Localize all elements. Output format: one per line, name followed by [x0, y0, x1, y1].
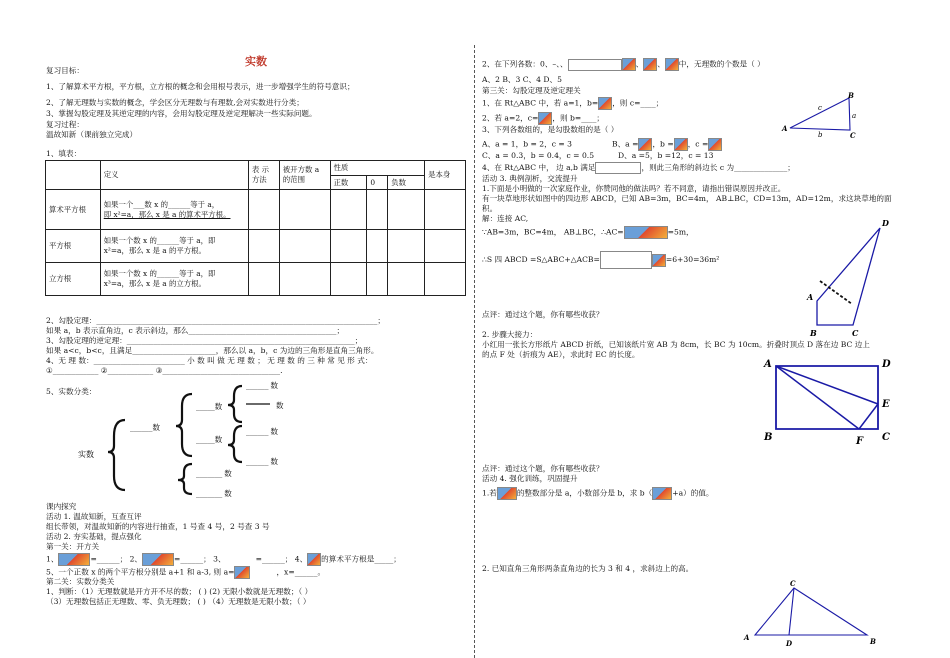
svg-text:_______数: _______ 数: [196, 489, 232, 498]
solution-2: ∵AB=3m，BC=4m， AB⊥BC，∴AC= =5m，: [482, 226, 694, 239]
formula-image: [307, 553, 321, 566]
step-relay-heading: 2. 步骤大接力：: [482, 330, 538, 339]
formula-image: [497, 487, 517, 500]
rectangle-fold-figure: [758, 356, 906, 448]
svg-text:______数: ______ 数: [246, 427, 278, 436]
q4-forms: ①____________ ②____________ ③_______________________________.: [46, 366, 283, 375]
formula-image: [598, 97, 612, 110]
header-negative: 负数: [388, 176, 425, 190]
vertex-label: B: [848, 91, 854, 100]
tree-root-label: 实数: [78, 450, 94, 459]
formula-image: [652, 254, 666, 267]
q2-pythagoras-formula: 如果 a，b 表示直角边，c 表示斜边，那么_______________________________________；: [46, 326, 345, 335]
root-exercise-5: 5、一个正数 x 的两个平方根分别是 a+1 和 a-3, 则 a= ，x=______。: [46, 566, 325, 579]
row-def-line2: 即 x²=a，那么 x 是 a 的算术平方根。: [103, 209, 231, 219]
activity-2: 活动 2. 夯实基础，提点强化: [46, 532, 142, 541]
formula-image: [234, 566, 250, 579]
vertex-label: B: [870, 637, 876, 646]
vertex-label: C: [850, 131, 856, 140]
activity-1: 活动 1. 温故知新，互查互评: [46, 512, 142, 521]
row-def-line1: 如果一个数 x 的______等于 a，即: [103, 269, 216, 278]
q2-numbers: 2、在下列各数：0、–、、 、 、 中，无理数的个数是（ ）: [482, 58, 765, 71]
vertex-label: C: [790, 579, 796, 588]
comment-1: 点评：通过这个题，你有哪些收获？: [482, 310, 604, 319]
q2-options: A、2 B、3 C、4 D、5: [482, 75, 562, 84]
column-divider: [474, 45, 475, 658]
row-name: 算术平方根: [46, 190, 101, 230]
header-zero: 0: [367, 176, 388, 190]
pass-1-heading: 第一关：开方关: [46, 542, 100, 551]
goal-2: 2、了解无理数与实数的概念，学会区分无理数与有理数,会对实数进行分类；: [46, 98, 304, 107]
vertex-label: B: [810, 328, 817, 338]
tree-label: 数: [276, 401, 284, 410]
formula-image: [674, 138, 688, 151]
quadrilateral-figure: [800, 216, 900, 341]
svg-text:_____数: _____数: [196, 435, 223, 444]
q5-classification-heading: 5、实数分类：: [46, 387, 97, 396]
q4-irrational: 4、无 理 数：________________________ 小 数 叫 做 无 理 数 ； 无 理 数 的 三 种 常 见 形 式：: [46, 356, 373, 365]
goal-3: 3、掌握勾股定理及其逆定理的内容，会用勾股定理及逆定理解决一些实际问题。: [46, 109, 317, 118]
svg-text:_____数: _____数: [196, 402, 223, 411]
step-relay-desc: 小红用一张长方形纸片 ABCD 折纸，已知该纸片宽 AB 为 8cm，长 BC 为 10cm。折叠时顶点 D 落在边 BC 边上: [482, 340, 870, 349]
goal-1: 1、了解算术平方根，平方根，立方根的概念和会用根号表示，进一步增强学生的符号意识；: [46, 82, 355, 91]
concept-table: [45, 160, 466, 296]
table-row: [46, 190, 466, 230]
judge-line-2: （3）无理数包括正无理数、零、负无理数； ( ) （4）无理数是无限小数；（ ）: [46, 597, 311, 606]
svg-text:______数: ______ 数: [246, 381, 278, 390]
formula-image: [624, 226, 668, 239]
example-1-desc: 有一块草地形状如图中的四边形 ABCD，已知 AB=3m，BC=4m， AB⊥BC，CD=13m，AD=12m，求这块草地的面: [482, 194, 892, 203]
right-triangle-figure: [780, 90, 860, 142]
header-notation: 表 示方法: [248, 161, 279, 190]
formula-image: [58, 553, 90, 566]
vertex-label: D: [882, 218, 889, 228]
example-1-desc-end: 积。: [482, 204, 498, 213]
pyth-q3-cd: C、a = 0.3，b = 0.4，c = 0.5 D、a =5，b =12，c = 13: [482, 151, 714, 160]
warmup-heading: 温故知新（课前独立完成）: [46, 130, 138, 139]
real-number-tree: [70, 378, 330, 500]
tree-label: 数: [214, 435, 223, 444]
activity-1-desc: 组长带领，对温故知新的内容进行抽查，1 号查 4 号，2 号查 3 号: [46, 522, 270, 531]
process-heading: 复习过程：: [46, 120, 84, 129]
formula-image: [538, 112, 552, 125]
header-range: 被开方数 a 的范围: [279, 161, 330, 190]
fill-table-heading: 1、填表：: [46, 149, 82, 158]
side-label: c: [818, 104, 822, 112]
formula-image: [622, 58, 636, 71]
q3-converse-condition: 如果 a<c，b<c，且满足______________________，那么以 a，b，c 为边的三角形是直角三角形。: [46, 346, 379, 355]
root-exercises: 1、 =______； 2、 =______； 3、 =______； 4、 的算术平方根是_____；: [46, 553, 401, 566]
pyth-q3-ab: A、a = 1，b = 2，c = 3 B、a = ，b = ，c =: [482, 138, 722, 151]
q3-converse: 3、勾股定理的逆定理：____________________________________________________________；: [46, 336, 363, 345]
vertex-label: B: [764, 432, 773, 443]
side-label: b: [818, 131, 823, 139]
solution-3: ∴S 四 ABCD =S△ABC+△ACB= =6+30=36m²: [482, 251, 719, 269]
vertex-label: C: [852, 328, 859, 338]
tree-label: 数: [270, 381, 278, 390]
row-name: 平方根: [46, 230, 101, 263]
pyth-q3: 3、下列各数组的，是勾股数组的是（ ）: [482, 125, 619, 134]
pyth-q4: 4、在 Rt△ABC 中， 边 a,b 满足 ，则此三角形的斜边长 c 为______________；: [482, 163, 795, 172]
formula-image: [652, 487, 672, 500]
vertex-label: F: [856, 436, 864, 447]
goal-heading: 复习目标：: [46, 66, 84, 75]
comment-2: 点评：通过这个题，你有哪些收获？: [482, 464, 604, 473]
tree-label: 数: [152, 423, 160, 432]
page-title: 实数: [245, 55, 267, 68]
row-def-line2: x²=a，那么 x 是 a 的平方根。: [103, 246, 206, 255]
vertex-label: A: [744, 633, 750, 642]
training-q2: 2. 已知直角三角形两条直角边的长为 3 和 4 ，求斜边上的高。: [482, 564, 694, 573]
row-name: 立方根: [46, 263, 101, 296]
example-1: 1.下面是小明做的一次家庭作业，你赞同他的做法吗？若不同意，请指出错误原因并改正。: [482, 184, 786, 193]
formula-image: [142, 553, 174, 566]
vertex-label: C: [882, 432, 890, 443]
inclass-heading: 课内探究: [46, 502, 77, 511]
pyth-q1: 1、在 Rt△ABC 中，若 a=1，b= ，则 c=____；: [482, 97, 663, 110]
header-definition: 定义: [100, 161, 248, 190]
tree-label: 数: [224, 489, 232, 498]
table-row: [46, 230, 466, 263]
formula-image: [665, 58, 679, 71]
judge-line-1: 1、判断：（1）无理数就是开方开不尽的数； ( ) (2) 无限小数就是无理数；（ ）: [46, 587, 313, 596]
vertex-label: E: [882, 399, 890, 410]
formula-image: [708, 138, 722, 151]
step-relay-desc-2: 的点 F 处（折痕为 AE），求此时 EC 的长度。: [482, 350, 640, 359]
vertex-label: D: [882, 359, 891, 370]
side-label: a: [852, 112, 857, 120]
solution-1: 解：连接 AC,: [482, 214, 529, 223]
altitude-triangle-figure: [740, 578, 880, 654]
vertex-label: A: [764, 359, 772, 370]
pyth-q2: 2、若 a=2，c= ，则 b=____；: [482, 112, 604, 125]
row-def-line2: x³=a，那么 x 是 a 的立方根。: [103, 279, 206, 288]
tree-label: 数: [214, 402, 223, 411]
header-property: 性质: [330, 161, 425, 176]
pass-3-heading: 第三关：勾股定理及逆定理关: [482, 86, 581, 95]
formula-image: [638, 138, 652, 151]
tree-label: 数: [270, 427, 278, 436]
activity-3: 活动 3. 典例剖析，交流提升: [482, 174, 578, 183]
header-positive: 正数: [330, 176, 367, 190]
vertex-label: A: [782, 124, 788, 133]
row-def-line1: 如果一个数 x 的______等于 a，即: [103, 236, 216, 245]
pass-2-heading: 第二关：实数分类关: [46, 577, 115, 586]
activity-4: 活动 4. 强化训练，巩固提升: [482, 474, 578, 483]
svg-text:______数: ______数: [130, 423, 160, 432]
header-self: 是本身: [425, 161, 466, 190]
svg-text:_______数: _______ 数: [196, 469, 232, 478]
tree-label: 数: [224, 469, 232, 478]
vertex-label: D: [786, 639, 793, 648]
row-def-line1: 如果一个___数 x 的______等于 a，: [103, 199, 220, 209]
tree-label: 数: [270, 457, 278, 466]
training-q1: 1.若 的整数部分是 a，小数部分是 b，求 b（ +a）的值。: [482, 487, 714, 500]
table-row: [46, 263, 466, 296]
formula-image: [643, 58, 657, 71]
q2-pythagoras: 2、勾股定理：__________________________________________________________________________；: [46, 316, 385, 325]
vertex-label: A: [807, 292, 814, 302]
svg-text:______数: ______ 数: [246, 457, 278, 466]
